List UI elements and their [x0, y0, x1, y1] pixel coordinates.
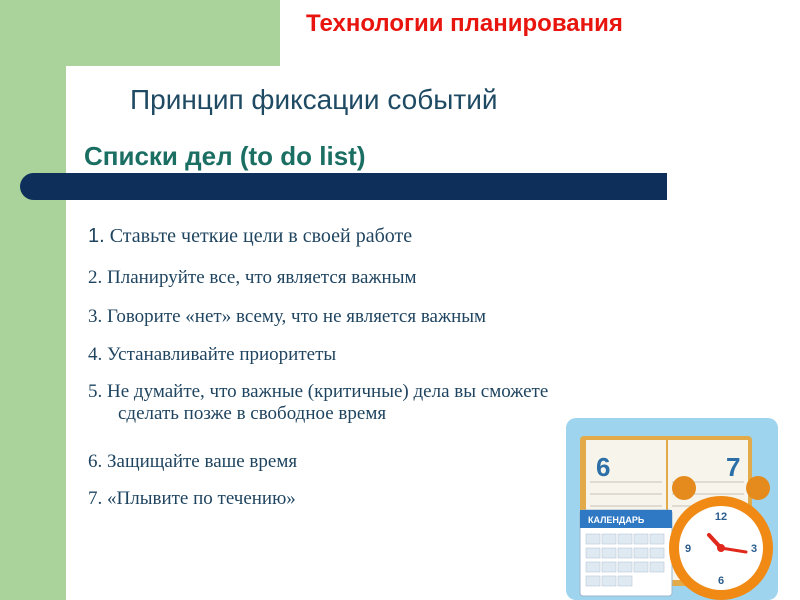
slide-header-title: Технологии планирования: [306, 10, 623, 37]
list-item: [88, 488, 296, 510]
list-item-text: Ставьте четкие цели в своей работе: [104, 225, 413, 247]
list-item-number: 3.: [88, 306, 103, 327]
clock-number-3: 3: [750, 543, 758, 555]
planner-page-left-number: 6: [596, 452, 611, 482]
wall-calendar-label: КАЛЕНДАРЬ: [588, 515, 645, 525]
list-item-text: Устанавливайте приоритеты: [102, 344, 337, 365]
list-item: [88, 306, 486, 328]
list-item: [88, 225, 412, 248]
clock-number-6: 6: [717, 575, 725, 587]
list-item-number: 6.: [88, 451, 103, 472]
section-title: Списки дел (to do list): [84, 141, 366, 171]
slide-subtitle: Принцип фиксации событий: [130, 84, 498, 115]
list-item-text: Говорите «нет» всему, что не является важным: [102, 306, 487, 327]
list-item-number: 2.: [88, 267, 103, 288]
list-item-number: 1.: [88, 225, 105, 247]
list-item-continuation: сделать позже в свободное время: [118, 403, 387, 424]
clock-number-9: 9: [684, 543, 692, 555]
clock-number-12: 12: [714, 511, 728, 523]
list-item-text: Не думайте, что важные (критичные) дела вы сможете: [102, 381, 549, 402]
wall-calendar-icon: [580, 510, 672, 596]
list-item: [88, 267, 417, 289]
list-item: [88, 451, 297, 473]
list-item-number: 4.: [88, 344, 103, 365]
list-item: [88, 344, 336, 366]
list-item-text: Планируйте все, что является важным: [102, 267, 417, 288]
list-item-number: 7.: [88, 488, 103, 509]
planner-page-right-number: 7: [726, 452, 741, 482]
list-item-number: 5.: [88, 381, 103, 402]
list-item: [88, 381, 548, 425]
list-item-text: «Плывите по течению»: [102, 488, 296, 509]
calendar-clock-illustration: [566, 418, 778, 600]
list-item-text: Защищайте ваше время: [102, 451, 298, 472]
